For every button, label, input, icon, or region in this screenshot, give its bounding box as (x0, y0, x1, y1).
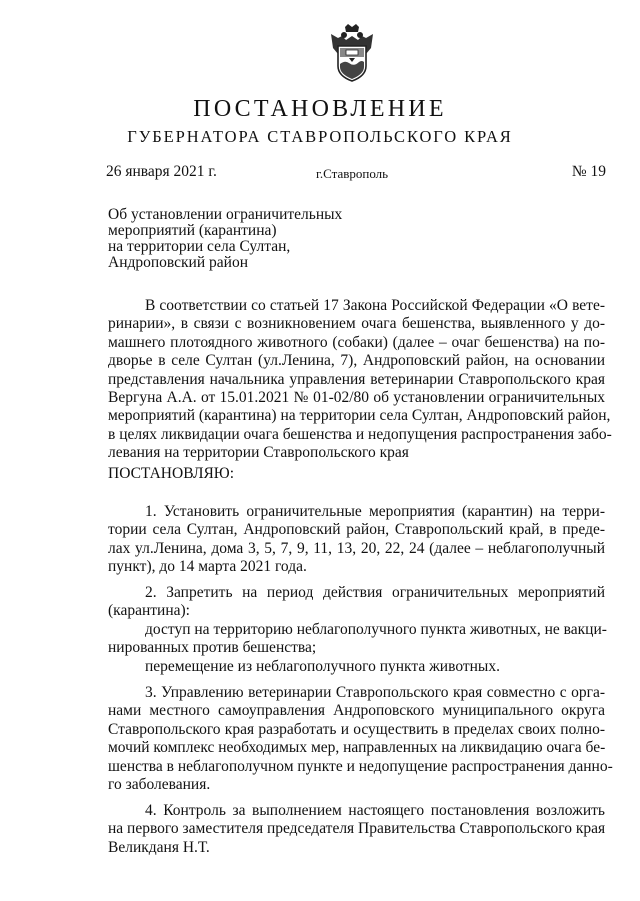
preamble-line: в целях ликвидации очага бешенства и недопущения распространения забо- (108, 425, 612, 443)
item-3-line: го заболевания. (108, 775, 211, 793)
document-title: ПОСТАНОВЛЕНИЕ (193, 96, 447, 122)
preamble-line: ринарии», в связи с возникновением очага бешенства, выявленного у до- (108, 315, 605, 333)
heading-line: Об установлении ограничительных (108, 206, 343, 223)
document-number: № 19 (571, 163, 606, 180)
document-subtitle: ГУБЕРНАТОРА СТАВРОПОЛЬСКОГО КРАЯ (127, 127, 513, 146)
heading-line: на территории села Султан, (108, 238, 291, 255)
item-1-line: лах ул.Ленина, дома 3, 5, 7, 9, 11, 13, 20, 22, 24 (далее – неблагополучный (108, 539, 605, 557)
item-3-line: шенства в неблагополучном пункте и недопущение распространения данно- (108, 757, 613, 775)
item-3-paragraph (108, 684, 613, 794)
item-3-line: мочий комплекс необходимых мер, направленных на ликвидацию очага бе- (108, 739, 606, 757)
preamble-line: В соответствии со статьей 17 Закона Российской Федерации «О вете- (145, 297, 605, 314)
item-1-line: тории села Султан, Андроповский район, Ставропольский край, в преде- (108, 521, 605, 539)
document-city: г.Ставрополь (316, 166, 389, 181)
item-4-line: Великданя Н.Т. (108, 838, 210, 856)
item-1-line: 1. Установить ограничительные мероприятия (карантин) на терри- (145, 503, 605, 520)
document-heading (108, 207, 342, 271)
preamble-paragraph (108, 297, 612, 463)
document-date: 26 января 2021 г. (106, 163, 217, 180)
item-4-line: на первого заместителя председателя Правительства Ставропольского края (108, 820, 606, 838)
item-3-line: нами местного самоуправления Андроповского муниципального округа (108, 702, 605, 720)
preamble-line: левания на территории Ставропольского края (108, 444, 409, 462)
heading-line: мероприятий (карантина) (108, 222, 277, 239)
coat-of-arms-icon (329, 24, 375, 82)
item-2-line: (карантина): (108, 602, 190, 620)
preamble-line: машнего плотоядного животного (собаки) (далее – очаг бешенства) на по- (108, 333, 605, 351)
preamble-line: представления начальника управления ветеринарии Ставропольского края (108, 370, 605, 388)
item-4-line: 4. Контроль за выполнением настоящего постановления возложить (145, 802, 605, 819)
item-2-line: нированных против бешенства; (108, 639, 317, 657)
item-3-line: Ставропольского края разработать и осуществить в пределах своих полно- (108, 720, 605, 738)
item-1-paragraph (108, 503, 605, 577)
preamble-line: мероприятий (карантина) на территории села Султан, Андроповский район, (108, 407, 611, 425)
item-4-paragraph (108, 802, 605, 857)
preamble-line: Вергуна А.А. от 15.01.2021 № 01-02/80 об установлении ограничительных (108, 388, 605, 406)
item-2-line: перемещение из неблагополучного пункта животных. (145, 657, 500, 675)
decree-word: ПОСТАНОВЛЯЮ: (108, 465, 235, 482)
item-3-line: 3. Управлению ветеринарии Ставропольского края совместно с орга- (145, 684, 605, 701)
item-2-paragraph (108, 584, 605, 676)
item-1-line: пункт), до 14 марта 2021 года. (108, 558, 307, 576)
item-2-line: доступ на территорию неблагополучного пункта животных, не вакци- (145, 620, 607, 638)
item-2-line: 2. Запретить на период действия ограничительных мероприятий (145, 584, 605, 601)
heading-line: Андроповский район (108, 254, 248, 271)
preamble-line: дворье в селе Султан (ул.Ленина, 7), Андроповский район, на основании (108, 352, 605, 370)
